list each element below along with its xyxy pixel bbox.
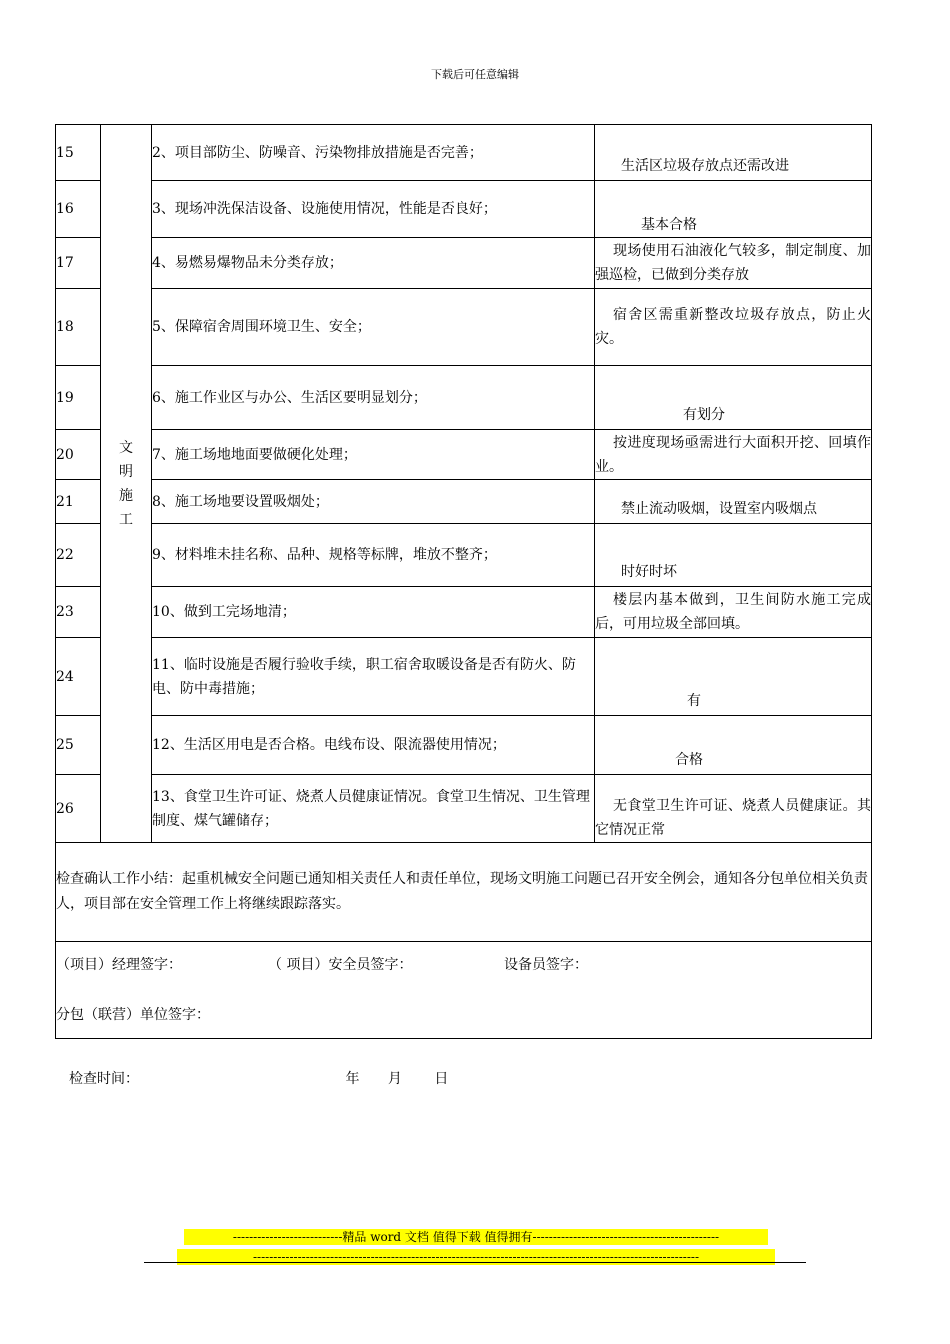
table-row bbox=[56, 638, 872, 716]
table-row bbox=[56, 430, 872, 480]
row-number: 23 bbox=[56, 587, 101, 638]
inspection-table bbox=[55, 124, 872, 1039]
footer-banner-line-1: ---------------------------精品 word 文档 值得下载 值得拥有---------------------------------------------- bbox=[184, 1229, 768, 1245]
check-result: 宿舍区需重新整改垃圾存放点，防止火灾。 bbox=[595, 289, 872, 366]
check-item: 9、材料堆未挂名称、品种、规格等标牌，堆放不整齐； bbox=[152, 524, 595, 587]
check-item: 8、施工场地要设置吸烟处； bbox=[152, 480, 595, 524]
safety-officer-signature-label: （ 项目）安全员签字： bbox=[268, 957, 413, 973]
equipment-officer-signature-label: 设备员签字： bbox=[504, 957, 588, 973]
check-item: 13、食堂卫生许可证、烧煮人员健康证情况。食堂卫生情况、卫生管理制度、煤气罐储存； bbox=[152, 775, 595, 843]
category-label: 文 明 施 工 bbox=[119, 439, 133, 528]
check-item: 11、临时设施是否履行验收手续，职工宿舍取暖设备是否有防火、防电、防中毒措施； bbox=[152, 638, 595, 716]
row-number: 15 bbox=[56, 125, 101, 181]
table-row bbox=[56, 181, 872, 238]
table-row bbox=[56, 524, 872, 587]
row-number: 25 bbox=[56, 716, 101, 775]
check-item: 10、做到工完场地清； bbox=[152, 587, 595, 638]
year-label: 年 bbox=[345, 1071, 360, 1087]
check-result: 基本合格 bbox=[595, 181, 872, 238]
check-item: 12、生活区用电是否合格。电线布设、限流器使用情况； bbox=[152, 716, 595, 775]
signature-line bbox=[56, 953, 871, 977]
subcontractor-signature-label: 分包（联营）单位签字： bbox=[56, 1007, 210, 1023]
row-number: 26 bbox=[56, 775, 101, 843]
check-item: 4、易燃易爆物品未分类存放； bbox=[152, 238, 595, 289]
header-note: 下载后可任意编辑 bbox=[431, 68, 519, 81]
check-result: 按进度现场亟需进行大面积开挖、回填作业。 bbox=[595, 430, 872, 480]
signature-row bbox=[56, 942, 872, 1039]
check-time-label: 检查时间： bbox=[69, 1071, 139, 1087]
check-item: 7、施工场地地面要做硬化处理； bbox=[152, 430, 595, 480]
check-result: 无食堂卫生许可证、烧煮人员健康证。其它情况正常 bbox=[595, 775, 872, 843]
check-time bbox=[69, 1068, 669, 1088]
check-result: 合格 bbox=[595, 716, 872, 775]
row-number: 19 bbox=[56, 366, 101, 430]
row-number: 21 bbox=[56, 480, 101, 524]
footer-rule bbox=[144, 1262, 806, 1263]
table-row bbox=[56, 775, 872, 843]
manager-signature-label: （项目）经理签字： bbox=[56, 957, 182, 973]
table-row bbox=[56, 366, 872, 430]
row-number: 24 bbox=[56, 638, 101, 716]
row-number: 20 bbox=[56, 430, 101, 480]
row-number: 16 bbox=[56, 181, 101, 238]
table-row bbox=[56, 480, 872, 524]
table-row bbox=[56, 716, 872, 775]
footer-banner-line-2: -------------------------------------------------------------------------------------------------------------- bbox=[177, 1249, 775, 1265]
row-number: 18 bbox=[56, 289, 101, 366]
month-label: 月 bbox=[387, 1071, 402, 1087]
table-row bbox=[56, 587, 872, 638]
summary-row bbox=[56, 843, 872, 942]
summary-text: 检查确认工作小结：起重机械安全问题已通知相关责任人和责任单位，现场文明施工问题已召开安全例会，通知各分包单位相关负责人，项目部在安全管理工作上将继续跟踪落实。 bbox=[56, 843, 872, 942]
check-result: 有 bbox=[595, 638, 872, 716]
check-result: 生活区垃圾存放点还需改进 bbox=[595, 125, 872, 181]
check-result: 楼层内基本做到，卫生间防水施工完成后，可用垃圾全部回填。 bbox=[595, 587, 872, 638]
footer-banner bbox=[176, 1229, 776, 1269]
check-result: 时好时坏 bbox=[595, 524, 872, 587]
table-row bbox=[56, 289, 872, 366]
check-item: 6、施工作业区与办公、生活区要明显划分； bbox=[152, 366, 595, 430]
row-number: 22 bbox=[56, 524, 101, 587]
check-item: 2、项目部防尘、防噪音、污染物排放措施是否完善； bbox=[152, 125, 595, 181]
row-number: 17 bbox=[56, 238, 101, 289]
table-row bbox=[56, 125, 872, 181]
check-result: 禁止流动吸烟，设置室内吸烟点 bbox=[595, 480, 872, 524]
check-item: 5、保障宿舍周围环境卫生、安全； bbox=[152, 289, 595, 366]
signature-cell bbox=[56, 942, 872, 1039]
check-item: 3、现场冲洗保洁设备、设施使用情况，性能是否良好； bbox=[152, 181, 595, 238]
check-result: 有划分 bbox=[595, 366, 872, 430]
day-label: 日 bbox=[434, 1071, 449, 1087]
category-cell bbox=[101, 125, 152, 843]
table-row bbox=[56, 238, 872, 289]
check-result: 现场使用石油液化气较多，制定制度、加强巡检，已做到分类存放 bbox=[595, 238, 872, 289]
